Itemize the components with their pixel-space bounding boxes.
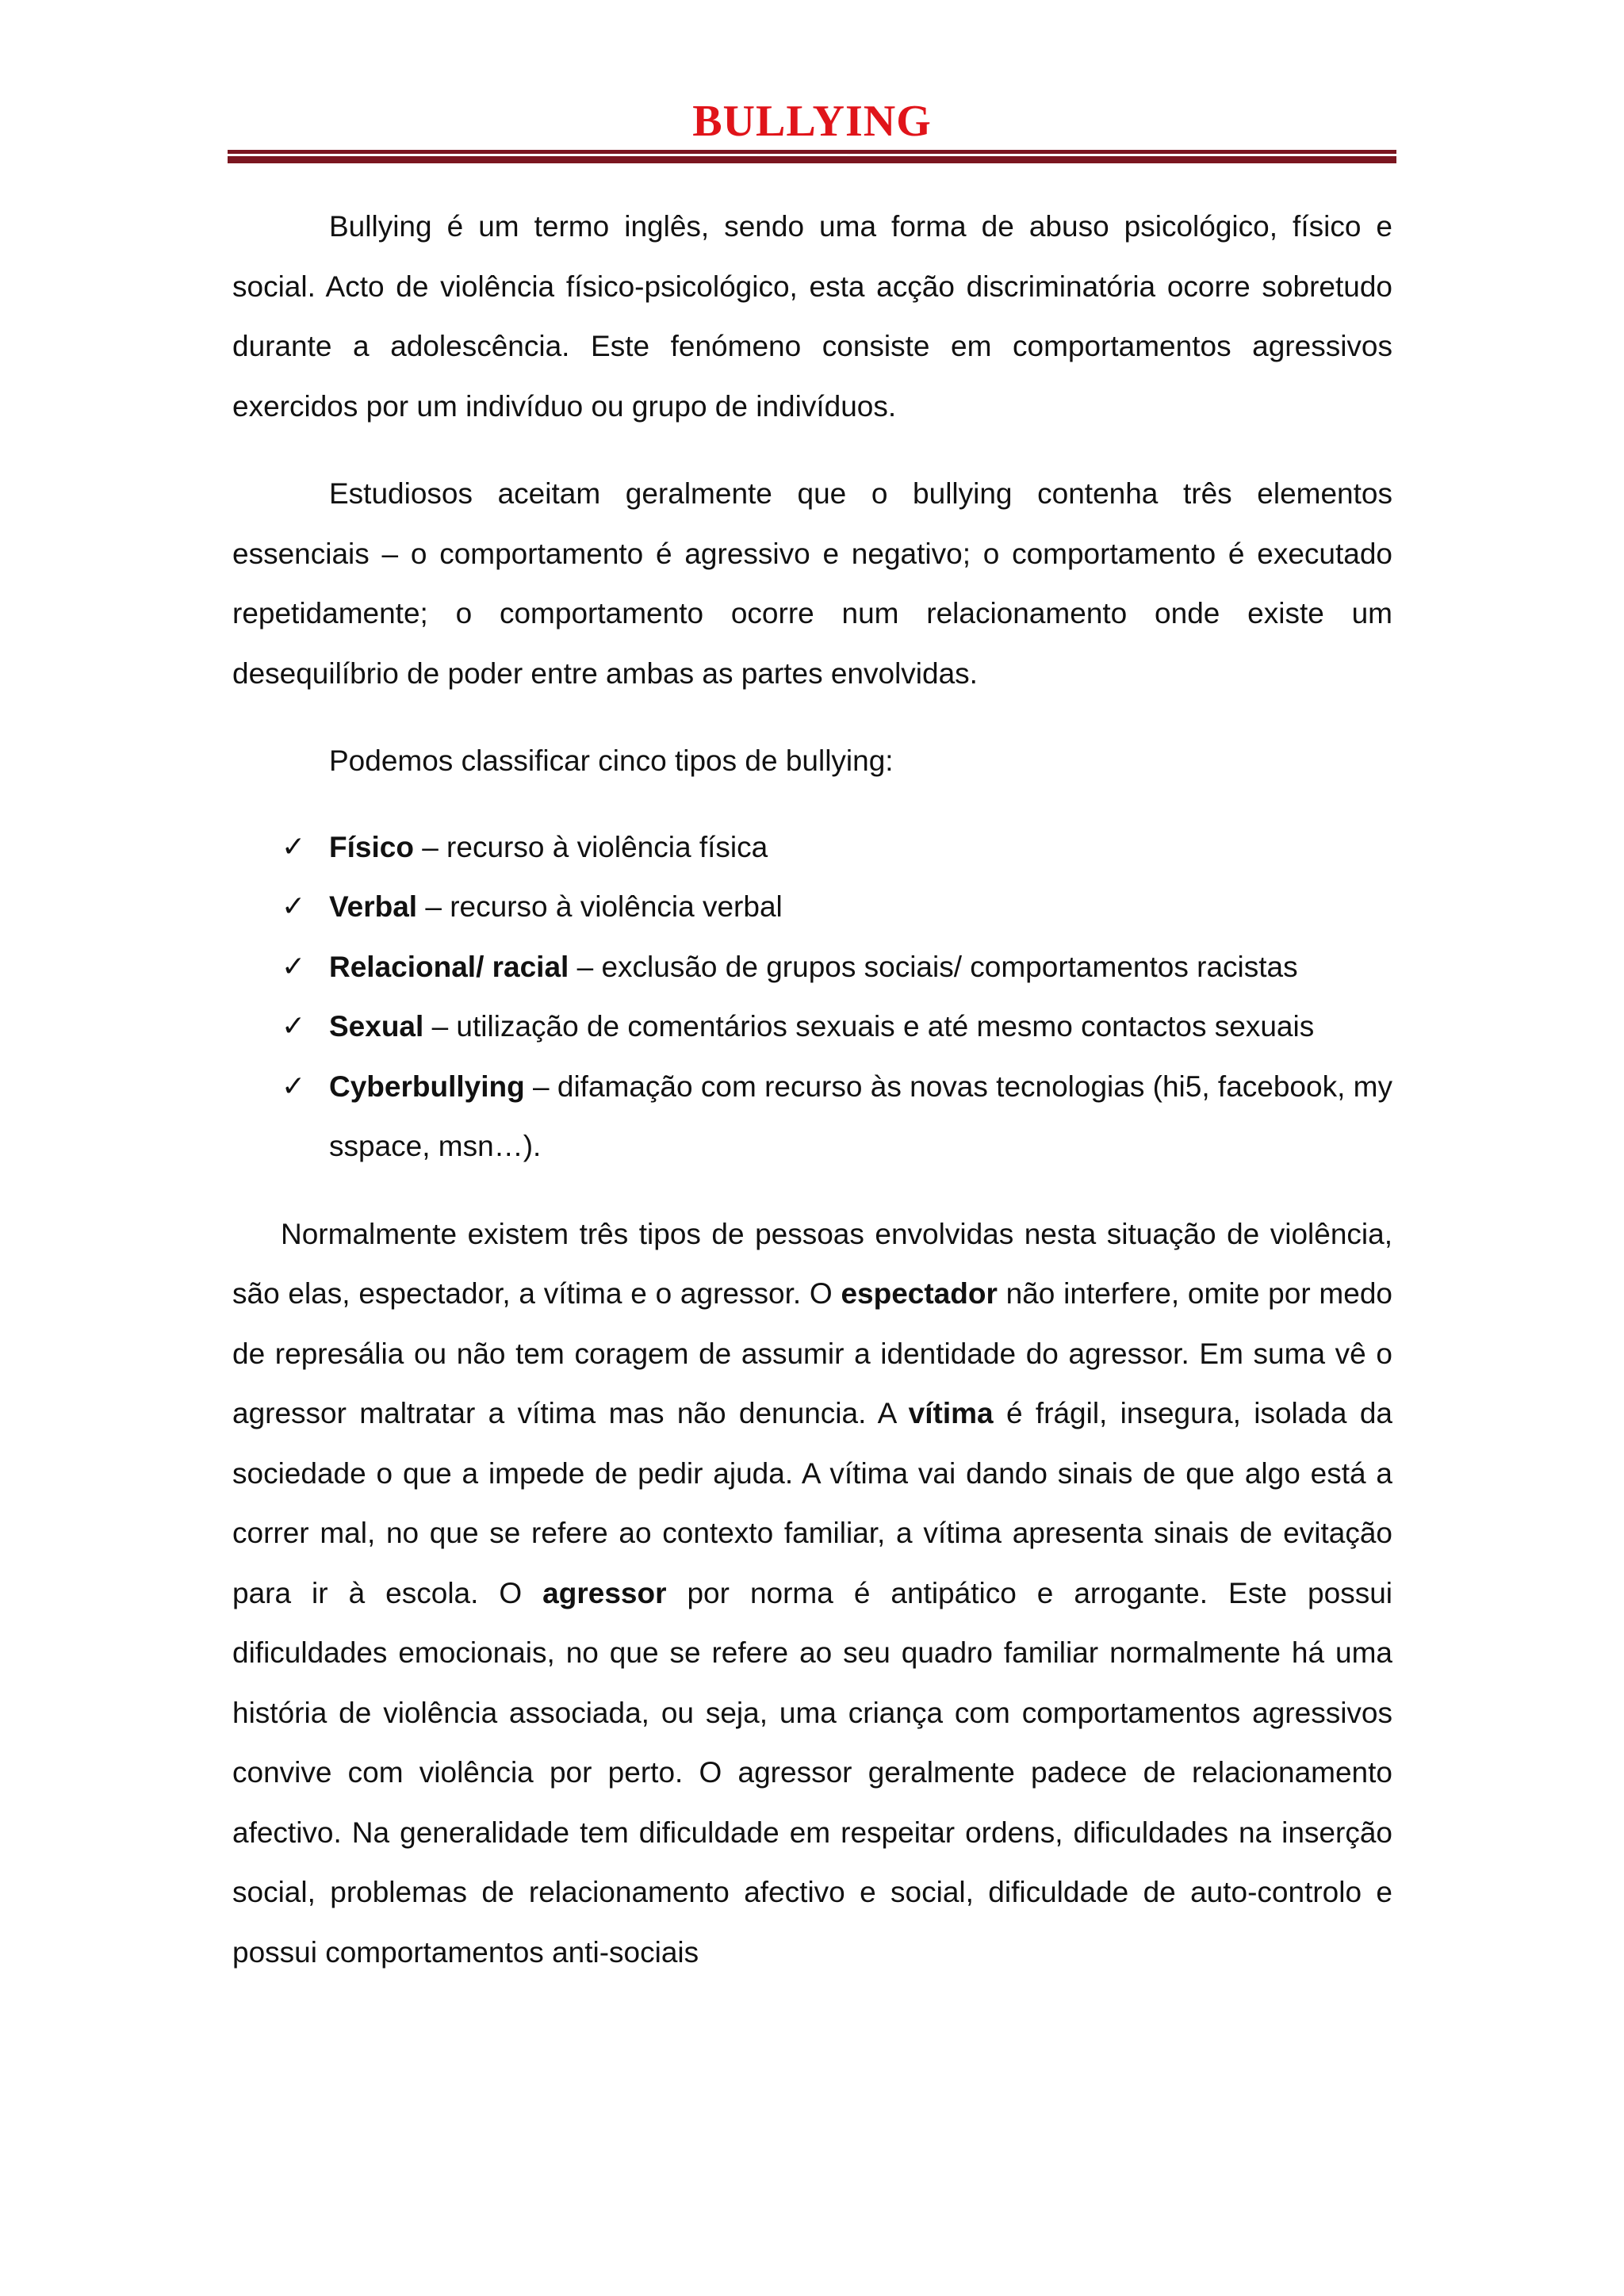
type-term: Verbal (329, 890, 418, 923)
type-description: – recurso à violência física (413, 830, 768, 863)
roles-text-4: por norma é antipático e arrogante. Este possui dificuldades emocionais, no que se refere ao seu quadro familiar normalmente há uma história de violência associada, ou seja, uma criança com comportamentos agressivos convive com violência por perto. O agressor geralmente padece de relacionamento afectivo. Na generalidade tem dificuldade em respeitar ordens, dificuldades na inserção social, problemas de relacionamento afectivo e social, dificuldade de auto-controlo e possui comportamentos anti-sociais (232, 1576, 1392, 1969)
roles-text-1: Normalmente existem três tipos de pessoas envolvidas nesta situação de violência, são elas, espectador, a vítima e o agressor. O (232, 1217, 1392, 1310)
document-title: BULLYING (692, 97, 932, 146)
paragraph-definition: Bullying é um termo inglês, sendo uma forma de abuso psicológico, físico e social. Acto de violência físico-psicológico, esta acção discriminatória ocorre sobretudo durante a adolescência. Este fenómeno consiste em comportamentos agressivos exercidos por um indivíduo ou grupo de indivíduos. (232, 210, 1392, 423)
list-item (232, 997, 1392, 1057)
type-description: – recurso à violência verbal (417, 890, 783, 923)
role-agressor: agressor (542, 1576, 667, 1609)
list-intro: Podemos classificar cinco tipos de bullying: (329, 744, 894, 777)
type-term: Sexual (329, 1010, 424, 1043)
paragraph-elements: Estudiosos aceitam geralmente que o bullying contenha três elementos essenciais – o comportamento é agressivo e negativo; o comportamento é executado repetidamente; o comportamento ocorre num relacionamento onde existe um desequilíbrio de poder entre ambas as partes envolvidas. (232, 477, 1392, 690)
type-term: Cyberbullying (329, 1070, 525, 1103)
role-vitima: vítima (908, 1397, 994, 1429)
type-term: Físico (329, 830, 414, 863)
checkmark-icon: ✓ (282, 1010, 306, 1043)
type-term: Relacional/ racial (329, 950, 569, 983)
type-description: – difamação com recurso às novas tecnologias (hi5, facebook, my sspace, msn…). (329, 1070, 1392, 1162)
roles-text-2: não interfere, omite por medo de represália ou não tem coragem de assumir a identidade do agressor. Em suma vê o agressor maltratar a vítima mas não denuncia. A (232, 1277, 1392, 1429)
roles-text-3: é frágil, insegura, isolada da sociedade o que a impede de pedir ajuda. A vítima vai dando sinais de que algo está a correr mal, no que se refere ao contexto familiar, a vítima apresenta sinais de evitação para ir à escola. O (232, 1397, 1392, 1609)
bullying-types-list (232, 817, 1392, 1177)
list-item (232, 1057, 1392, 1177)
list-item (232, 817, 1392, 878)
title-rule-thin (228, 150, 1396, 154)
checkmark-icon: ✓ (282, 830, 306, 863)
title-rule-thick (228, 156, 1396, 163)
paragraph-roles (232, 1204, 1392, 1983)
list-item (232, 937, 1392, 997)
role-espectador: espectador (841, 1277, 998, 1310)
type-description: – utilização de comentários sexuais e até mesmo contactos sexuais (423, 1010, 1315, 1043)
type-description: – exclusão de grupos sociais/ comportamentos racistas (569, 950, 1298, 983)
checkmark-icon: ✓ (282, 890, 306, 923)
list-item (232, 877, 1392, 937)
document-body (232, 197, 1392, 1982)
checkmark-icon: ✓ (282, 950, 306, 983)
checkmark-icon: ✓ (282, 1070, 306, 1103)
